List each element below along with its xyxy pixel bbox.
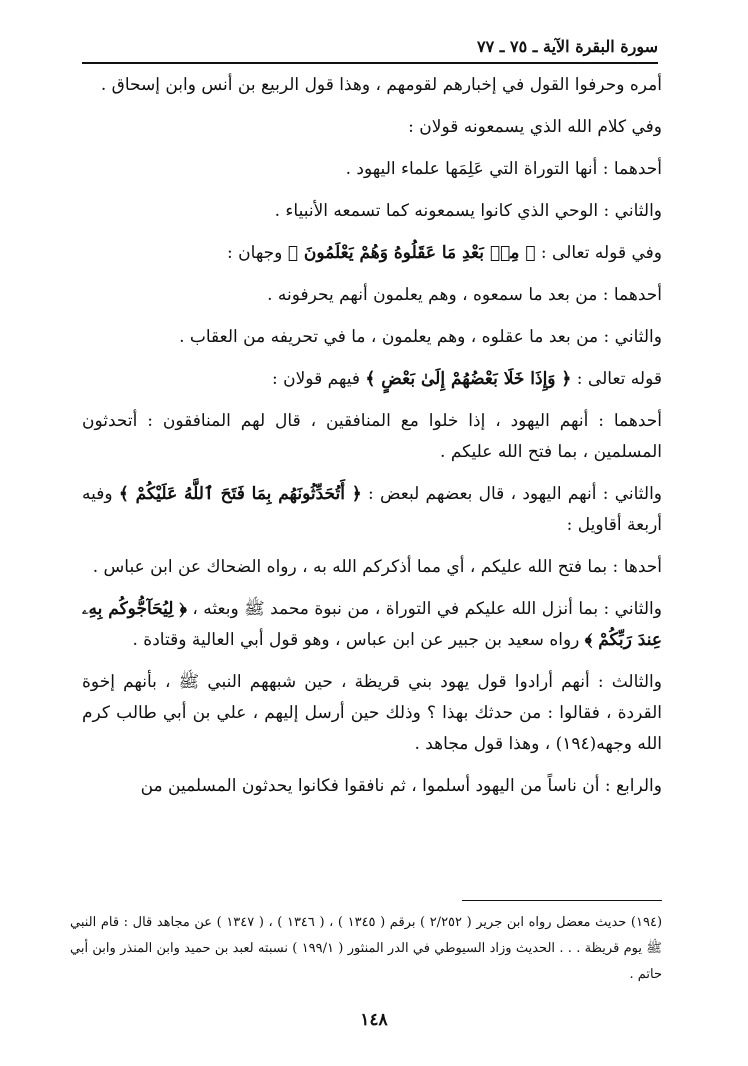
paragraph-8-tail: فيهم قولان :	[271, 369, 366, 389]
paragraph-10-tail: وفيه أربعة أقاويل :	[82, 484, 662, 535]
paragraph-7: والثاني : من بعد ما عقلوه ، وهم يعلمون ، ما في تحريفه من العقاب .	[179, 327, 662, 347]
quran-verse-8: ﴿ وَإِذَا خَلَا بَعْضُهُمْ إِلَىٰ بَعْضٍ ﴾	[365, 369, 572, 389]
paragraph-5	[82, 238, 662, 269]
paragraph-12-tail: رواه سعيد بن جبير عن ابن عباس ، وهو قول أبي العالية وقتادة .	[132, 630, 585, 650]
paragraph-12	[82, 594, 662, 656]
paragraph-8-lead: قوله تعالى :	[571, 369, 662, 389]
paragraph-4: والثاني : الوحي الذي كانوا يسمعونه كما تسمعه الأنبياء .	[274, 201, 662, 221]
footnote-text: (١٩٤) حديث معضل رواه ابن جرير ( ٢/٢٥٢ ) برقم ( ١٣٤٥ ) ، ( ١٣٤٦ ) ، ( ١٣٤٧ ) عن مجاهد قال : قام النبي ﷺ يوم قريظة . . . الحديث وزاد السيوطي في الدر المنثور ( ١٩٩/١ ) نسبته لعبد بن حميد وابن المنذر وابن أبي حاتم .	[70, 915, 663, 982]
running-header	[82, 32, 658, 64]
footnote	[70, 910, 662, 988]
paragraph-14: والرابع : أن ناساً من اليهود أسلموا ، ثم نافقوا فكانوا يحدثون المسلمين من	[140, 776, 662, 796]
paragraph-5-lead: وفي قوله تعالى :	[535, 243, 662, 263]
paragraph-10	[82, 479, 662, 541]
paragraph-6: أحدهما : من بعد ما سمعوه ، وهم يعلمون أنهم يحرفونه .	[267, 285, 662, 305]
surah-verse-title: سورة البقرة الآية ـ ٧٥ ـ ٧٧	[476, 37, 658, 56]
paragraph-5-tail: وجهان :	[227, 243, 288, 263]
paragraph-1: أمره وحرفوا القول في إخبارهم لقومهم ، وهذا قول الربيع بن أنس وابن إسحاق .	[100, 75, 662, 95]
quran-verse-5: ﴿ مِنۢ بَعْدِ مَا عَقَلُوهُ وَهُمْ يَعْلَمُونَ ﴾	[287, 243, 536, 263]
page-number: ١٤٨	[360, 1010, 388, 1030]
paragraph-12-lead: والثاني : بما أنزل الله عليكم في التوراة ، من نبوة محمد ﷺ وبعثه ،	[186, 599, 662, 619]
paragraph-3: أحدهما : أنها التوراة التي عَلِمَها علماء اليهود .	[345, 159, 662, 179]
paragraph-13: والثالث : أنهم أرادوا قول يهود بني قريظة ، حين شبههم النبي ﷺ ، بأنهم إخوة القردة ، فقالوا : من حدثك بهذا ؟ وذلك حين أرسل إليهم ، علي بن أبي طالب كرم الله وجهه(١٩٤) ، وهذا قول مجاهد .	[82, 672, 662, 754]
quran-verse-12: ﴿ لِيُحَآجُّوكُم بِهِۦ عِندَ رَبِّكُمْ ﴾	[82, 599, 662, 650]
paragraph-8	[82, 364, 662, 395]
paragraph-11: أحدها : بما فتح الله عليكم ، أي مما أذكركم الله به ، رواه الضحاك عن ابن عباس .	[92, 557, 662, 577]
main-text	[82, 70, 662, 808]
paragraph-2: وفي كلام الله الذي يسمعونه قولان :	[408, 117, 662, 137]
footnote-separator	[462, 900, 662, 901]
paragraph-10-lead: والثاني : أنهم اليهود ، قال بعضهم لبعض :	[361, 484, 663, 504]
quran-verse-10: ﴿ أَتُحَدِّثُونَهُم بِمَا فَتَحَ ٱللَّهُ عَلَيْكُمْ ﴾	[118, 484, 362, 504]
paragraph-9: أحدهما : أنهم اليهود ، إذا خلوا مع المنافقين ، قال لهم المنافقون : أتحدثون المسلمين ، بما فتح الله عليكم .	[82, 411, 662, 462]
